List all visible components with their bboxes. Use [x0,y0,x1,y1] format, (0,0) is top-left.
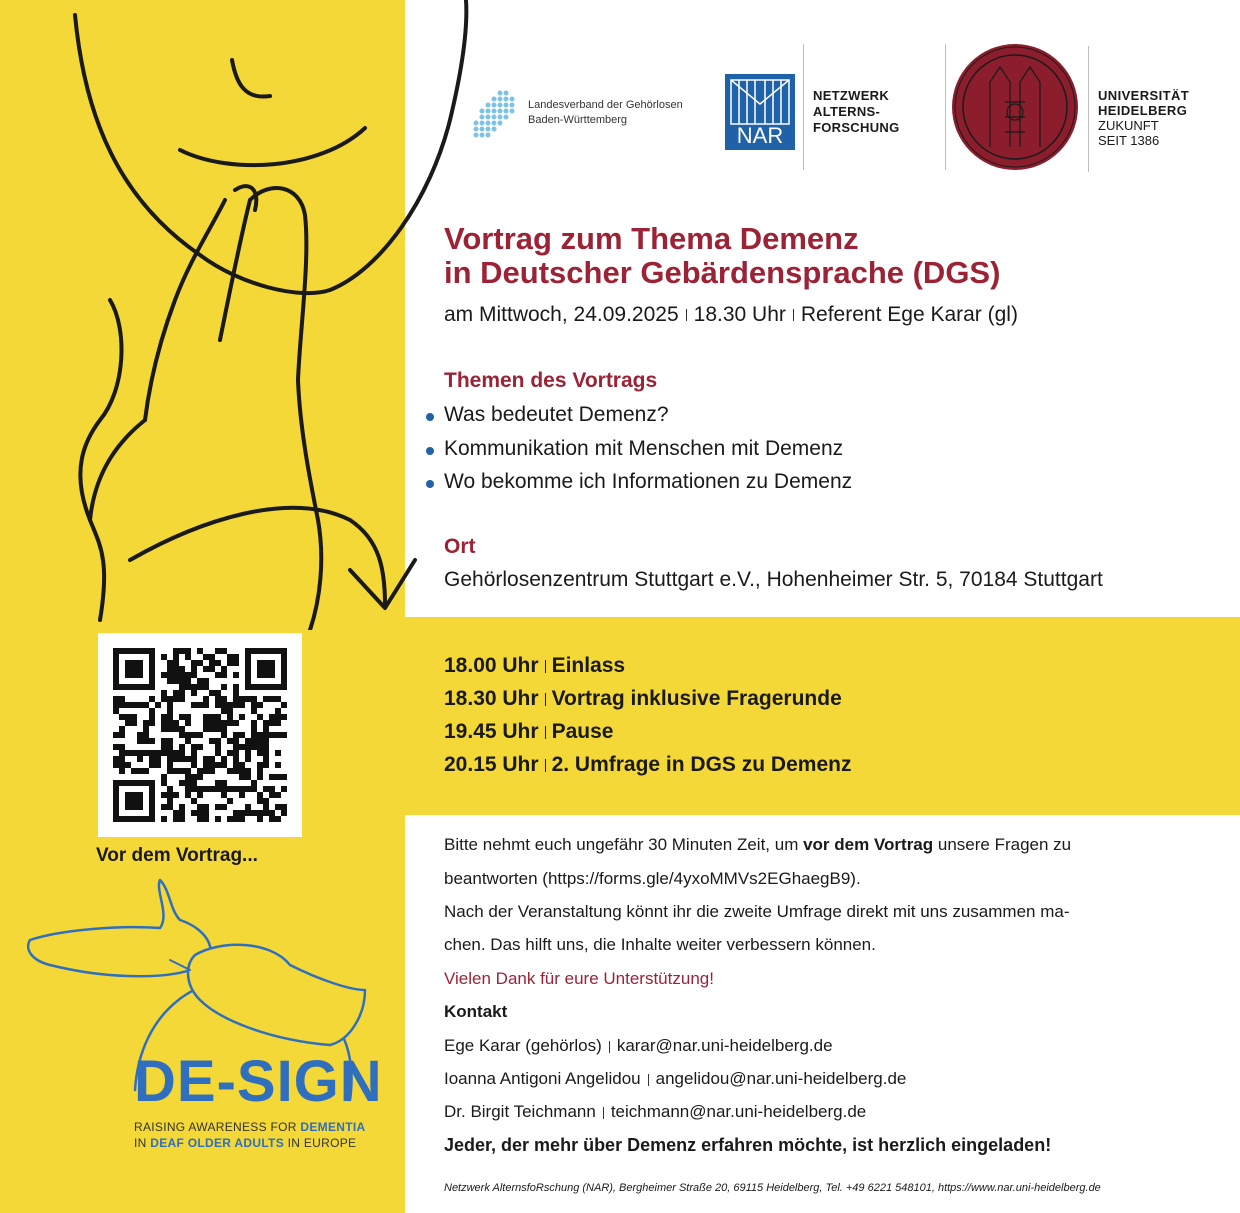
separator [545,693,546,706]
separator [545,660,546,673]
contact-row [444,1102,866,1122]
qr-code-icon [98,633,302,837]
schedule-item: Pause [551,720,614,743]
separator [545,759,546,772]
signing-hand-illustration [0,0,470,630]
text-run: unsere Fragen zu [933,835,1072,854]
contact-row [444,1069,906,1089]
info-paragraph-line: Nach der Veranstaltung könnt ihr die zweite Umfrage direkt mit uns zusammen ma- [444,902,1070,921]
topic-item [444,437,843,461]
nar-line-3: FORSCHUNG [813,120,900,135]
tagline-run-highlight: DEAF OLDER ADULTS [150,1136,284,1150]
text-run: Bitte nehmt euch ungefähr 30 Minuten Zeit, um [444,835,804,854]
landesverband-logo [470,88,710,144]
nar-logo [725,74,905,154]
event-details [444,303,1018,327]
contact-email[interactable]: karar@nar.uni-heidelberg.de [616,1036,833,1055]
qr-caption: Vor dem Vortrag... [96,845,258,866]
schedule-item: Vortrag inklusive Fragerunde [551,687,842,710]
logo-divider [1088,46,1089,172]
uni-line-1: UNIVERSITÄT [1098,88,1190,103]
nar-name [813,88,899,136]
title-line-1: Vortrag zum Thema Demenz [444,221,859,256]
landesverband-name [528,98,683,128]
contact-row [444,1036,833,1056]
topic-text: Was bedeutet Demenz? [444,403,669,426]
survey-qr-code[interactable] [98,633,302,837]
event-speaker: Referent Ege Karar (gl) [800,303,1018,326]
nar-logo-mark [725,74,795,150]
landesverband-line-2: Baden-Württemberg [528,114,628,126]
separator [603,1107,604,1119]
bullet-icon [426,413,434,421]
info-paragraph-line: chen. Das hilft uns, die Inhalte weiter verbessern können. [444,935,876,954]
tagline-run: IN [134,1136,151,1150]
schedule-row [444,687,842,711]
title-line-2: in Deutscher Gebärdensprache (DGS) [444,255,1001,290]
text-run-bold: vor dem Vortrag [803,835,934,854]
separator [686,309,687,321]
separator [609,1041,610,1053]
contact-name: Ioanna Antigoni Angelidou [444,1069,641,1088]
schedule-band [405,617,1240,815]
landesverband-line-1: Landesverband der Gehörlosen [528,99,683,111]
topic-item [444,470,852,494]
partner-logos [470,40,1230,180]
landesverband-map-icon [470,88,524,142]
uni-line-4: SEIT 1386 [1098,133,1160,148]
topics-heading: Themen des Vortrags [444,369,658,392]
contact-heading: Kontakt [444,1002,508,1021]
event-time: 18.30 Uhr [693,303,786,326]
bullet-icon [426,480,434,488]
bullet-icon [426,447,434,455]
tagline-run: RAISING AWARENESS FOR [134,1120,301,1134]
logo-divider [803,44,804,170]
separator [545,726,546,739]
nar-line-2: ALTERNS- [813,104,881,119]
uni-heidelberg-logo [948,42,1228,172]
contact-email[interactable]: angelidou@nar.uni-heidelberg.de [655,1069,907,1088]
topic-item [444,403,669,427]
info-paragraph-line [444,835,1071,855]
schedule-row [444,720,613,744]
nar-logo-letters: NAR [736,123,784,148]
location-heading: Ort [444,535,476,558]
location-address: Gehörlosenzentrum Stuttgart e.V., Hohenheimer Str. 5, 70184 Stuttgart [444,568,1103,591]
schedule-time: 18.30 Uhr [444,687,539,710]
logo-divider [945,44,946,170]
closing-line: Jeder, der mehr über Demenz erfahren möchte, ist herzlich eingeladen! [444,1135,1052,1155]
contact-name: Ege Karar (gehörlos) [444,1036,602,1055]
separator [793,309,794,321]
tagline-run: IN EUROPE [284,1136,357,1150]
uni-line-2: HEIDELBERG [1098,103,1188,118]
schedule-row [444,654,625,678]
schedule-row [444,753,851,777]
contact-email[interactable]: teichmann@nar.uni-heidelberg.de [610,1102,867,1121]
topic-text: Wo bekomme ich Informationen zu Demenz [444,470,853,493]
footer-address: Netzwerk AlternsfoRschung (NAR), Bergheimer Straße 20, 69115 Heidelberg, Tel. +49 6221 548101, https://www.nar.uni-heidelberg.de [444,1182,1101,1194]
tagline-run-highlight: DEMENTIA [300,1120,366,1134]
de-sign-tagline-2 [134,1136,356,1150]
schedule-time: 18.00 Uhr [444,654,539,677]
schedule-item: 2. Umfrage in DGS zu Demenz [551,753,852,776]
de-sign-logo-title: DE-SIGN [134,1049,383,1114]
de-sign-hands-icon [20,870,390,1160]
uni-heidelberg-seal-icon [950,42,1080,172]
schedule-time: 19.45 Uhr [444,720,539,743]
de-sign-tagline-1 [134,1120,365,1134]
event-date: am Mittwoch, 24.09.2025 [444,303,679,326]
separator [648,1074,649,1086]
uni-heidelberg-name [1098,88,1189,148]
survey-link-line[interactable]: beantworten (https://forms.gle/4yxoMMVs2EGhaegB9). [444,869,861,888]
uni-line-3: ZUKUNFT [1098,118,1159,133]
nar-line-1: NETZWERK [813,88,890,103]
contact-name: Dr. Birgit Teichmann [444,1102,596,1121]
event-title [444,222,1000,290]
topic-text: Kommunikation mit Menschen mit Demenz [444,437,844,460]
thanks-line: Vielen Dank für eure Unterstützung! [444,969,714,988]
schedule-item: Einlass [551,654,626,677]
schedule-time: 20.15 Uhr [444,753,539,776]
